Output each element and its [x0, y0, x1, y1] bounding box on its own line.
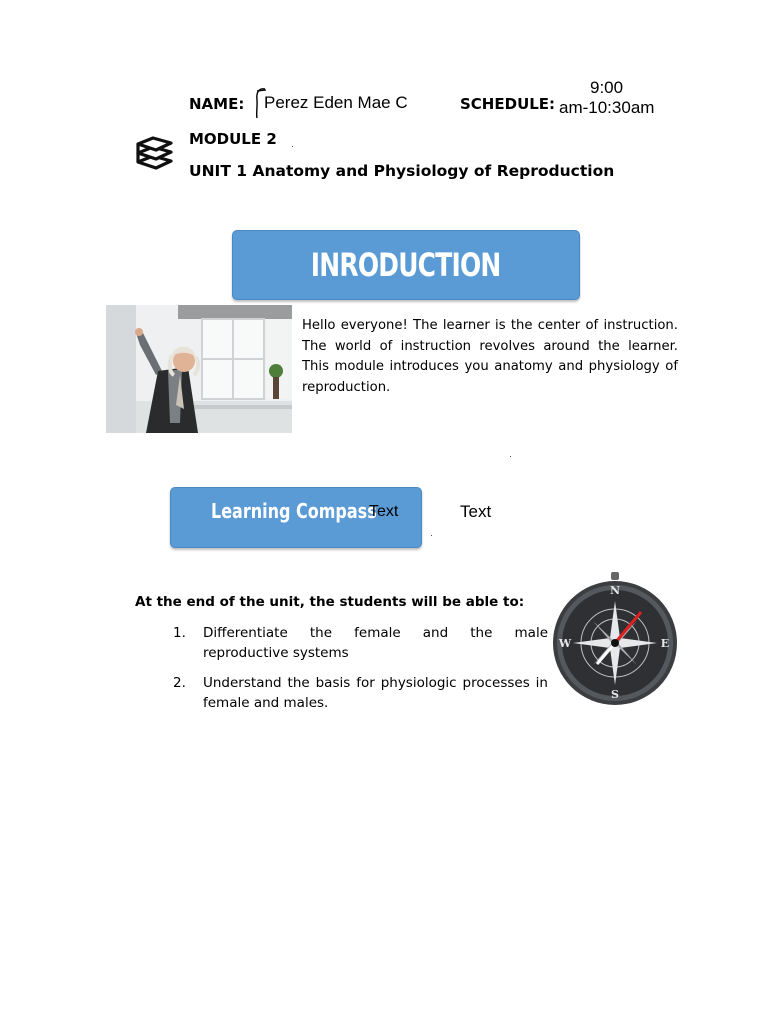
schedule-line-1: 9:00 [590, 78, 624, 97]
objectives-list [173, 623, 548, 723]
teacher-cheering-photo [106, 305, 292, 433]
list-item-text: Understand the basis for physiologic processes in female and males. [203, 675, 548, 711]
stray-dot [292, 146, 293, 147]
module-title: MODULE 2 [189, 130, 277, 148]
compass-north-label: N [609, 584, 621, 597]
unit-title: UNIT 1 Anatomy and Physiology of Reproduction [189, 162, 615, 180]
compass-west-label: W [558, 637, 572, 650]
list-item-number: 2. [173, 675, 186, 691]
stray-dot [510, 456, 511, 457]
learning-compass-side-text: Text [460, 502, 492, 521]
introduction-banner-text: INRODUCTION [311, 246, 501, 284]
schedule-line-2: am-10:30am [559, 98, 655, 117]
stray-dot [431, 535, 432, 536]
learning-compass-banner-text: Learning Compass [211, 499, 377, 523]
learning-compass-overlay-text: Text [369, 503, 399, 520]
list-item [173, 673, 548, 713]
learning-compass-banner [170, 487, 422, 548]
compass-south-label: S [611, 688, 619, 701]
books-stack-icon [134, 131, 174, 171]
list-item-number: 1. [173, 625, 186, 641]
name-label: NAME: [189, 95, 245, 113]
compass-east-label: E [660, 637, 670, 650]
name-value: Perez Eden Mae C [264, 93, 408, 112]
list-item [173, 623, 548, 663]
compass-icon [553, 572, 677, 706]
schedule-label: SCHEDULE: [460, 95, 556, 113]
introduction-paragraph: Hello everyone! The learner is the center of instruction. The world of instruction revolves around the learner. This module introduces you anatomy and physiology of reproduction. [302, 318, 678, 395]
introduction-banner [232, 230, 580, 300]
list-item-text: Differentiate the female and the male reproductive systems [203, 625, 548, 661]
objectives-heading: At the end of the unit, the students will be able to: [135, 594, 525, 610]
